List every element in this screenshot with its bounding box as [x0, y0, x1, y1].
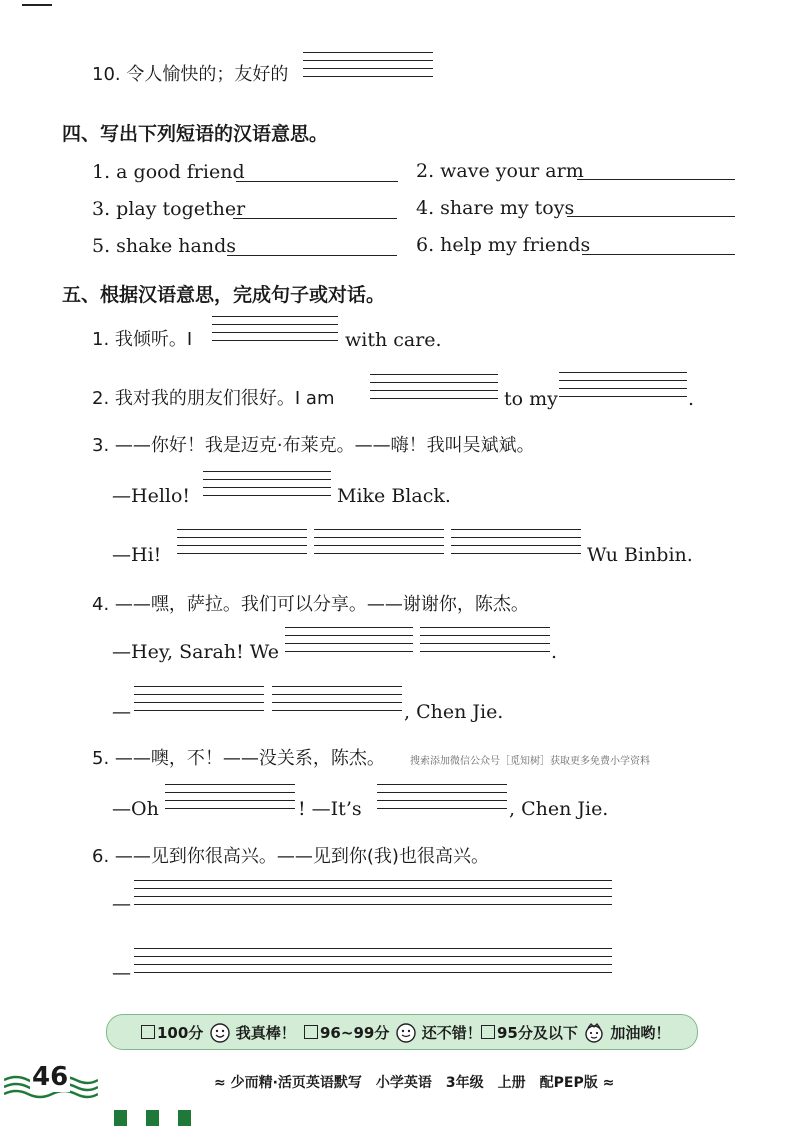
checkbox-icon[interactable]: [304, 1025, 318, 1039]
answer-line-2[interactable]: [577, 179, 735, 180]
q5-prompt: 5. ——噢，不！——没关系，陈杰。: [92, 748, 385, 769]
q5-line1-mid: ! —It’s: [298, 798, 362, 820]
phrase-4: 4. share my toys: [416, 197, 575, 219]
item-10-label: 10. 令人愉快的；友好的: [92, 64, 289, 85]
q6-prompt: 6. ——见到你很高兴。——见到你(我)也很高兴。: [92, 846, 489, 867]
q3-answer-blank-1[interactable]: [203, 471, 331, 503]
section-5-heading: 五、根据汉语意思，完成句子或对话。: [62, 284, 386, 306]
rating-score-1: 100分: [157, 1024, 204, 1042]
q5-answer-blank-1[interactable]: [165, 784, 295, 816]
q3-prompt: 3. ——你好！我是迈克·布莱克。——嗨！我叫吴斌斌。: [92, 435, 535, 456]
checkbox-icon[interactable]: [141, 1025, 155, 1039]
q5-line1-start: —Oh: [112, 798, 159, 820]
answer-line-3[interactable]: [233, 218, 397, 219]
q4-line1-start: —Hey, Sarah! We: [112, 641, 279, 663]
rating-score-2: 96~99分: [320, 1024, 390, 1042]
wave-left-icon: ≈: [214, 1075, 231, 1091]
q1-answer-blank[interactable]: [212, 316, 338, 348]
q4-line1-end: .: [551, 641, 558, 663]
phrase-6: 6. help my friends: [416, 234, 591, 256]
q4-answer-blank-3[interactable]: [134, 686, 264, 718]
q4-answer-blank-1[interactable]: [285, 627, 413, 659]
q6-answer-blank-1[interactable]: [134, 880, 612, 912]
q3-line2-end: Wu Binbin.: [587, 544, 693, 566]
wave-right-icon: ≈: [597, 1075, 615, 1091]
q5-answer-blank-2[interactable]: [377, 784, 507, 816]
rating-comment-2: 还不错！: [421, 1024, 482, 1042]
item-10-answer-blank[interactable]: [303, 52, 433, 84]
q5-line1-end: , Chen Jie.: [509, 798, 609, 820]
q4-answer-blank-4[interactable]: [272, 686, 402, 718]
q3-line1-start: —Hello!: [112, 485, 191, 507]
q4-line2-start: —: [112, 701, 131, 723]
section-4-heading: 四、写出下列短语的汉语意思。: [62, 123, 329, 145]
rating-item-3: [481, 1022, 670, 1044]
rating-comment-1: 我真棒！: [235, 1024, 296, 1042]
q6-answer-blank-2[interactable]: [134, 948, 612, 980]
q2-answer-blank-2[interactable]: [559, 372, 687, 404]
checkbox-icon[interactable]: [481, 1025, 495, 1039]
thumbs-up-face-icon: [209, 1022, 231, 1044]
answer-line-6[interactable]: [582, 254, 735, 255]
green-square-1: [114, 1110, 127, 1126]
scan-mark: [22, 4, 52, 6]
q6-dash-1: —: [112, 893, 131, 915]
green-square-2: [146, 1110, 159, 1126]
phrase-2: 2. wave your arm: [416, 160, 584, 182]
q3-answer-blank-2[interactable]: [177, 529, 307, 561]
q4-line2-end: , Chen Jie.: [404, 701, 504, 723]
q2-prompt: 2. 我对我的朋友们很好。I am: [92, 388, 335, 409]
answer-line-1[interactable]: [236, 181, 398, 182]
q1-prompt: 1. 我倾听。I: [92, 329, 193, 350]
answer-line-4[interactable]: [567, 216, 735, 217]
q3-line2-start: —Hi!: [112, 544, 162, 566]
q2-mid: to my: [504, 388, 558, 410]
book-info: [214, 1072, 614, 1092]
page-number: 46: [32, 1062, 69, 1092]
rating-item-1: [141, 1022, 296, 1044]
q6-dash-2: —: [112, 962, 131, 984]
answer-line-5[interactable]: [227, 255, 397, 256]
q3-answer-blank-4[interactable]: [451, 529, 581, 561]
rating-comment-3: 加油哟！: [610, 1024, 671, 1042]
watermark: 搜索添加微信公众号［觅知树］获取更多免费小学资料: [410, 756, 650, 767]
phrase-3: 3. play together: [92, 198, 246, 220]
q4-prompt: 4. ——嘿，萨拉。我们可以分享。——谢谢你，陈杰。: [92, 594, 529, 615]
phrase-1: 1. a good friend: [92, 161, 245, 183]
cheer-face-icon: [583, 1022, 605, 1044]
phrase-5: 5. shake hands: [92, 235, 236, 257]
q1-tail: with care.: [345, 329, 442, 351]
q3-answer-blank-3[interactable]: [314, 529, 444, 561]
book-info-text: 少而精·活页英语默写 小学英语 3年级 上册 配PEP版: [230, 1075, 598, 1091]
smile-face-icon: [395, 1022, 417, 1044]
q2-end: .: [688, 388, 695, 410]
q4-answer-blank-2[interactable]: [420, 627, 550, 659]
rating-item-2: [304, 1022, 482, 1044]
green-square-3: [178, 1110, 191, 1126]
rating-score-3: 95分及以下: [497, 1024, 578, 1042]
q2-answer-blank-1[interactable]: [370, 374, 498, 406]
q3-line1-end: Mike Black.: [337, 485, 451, 507]
